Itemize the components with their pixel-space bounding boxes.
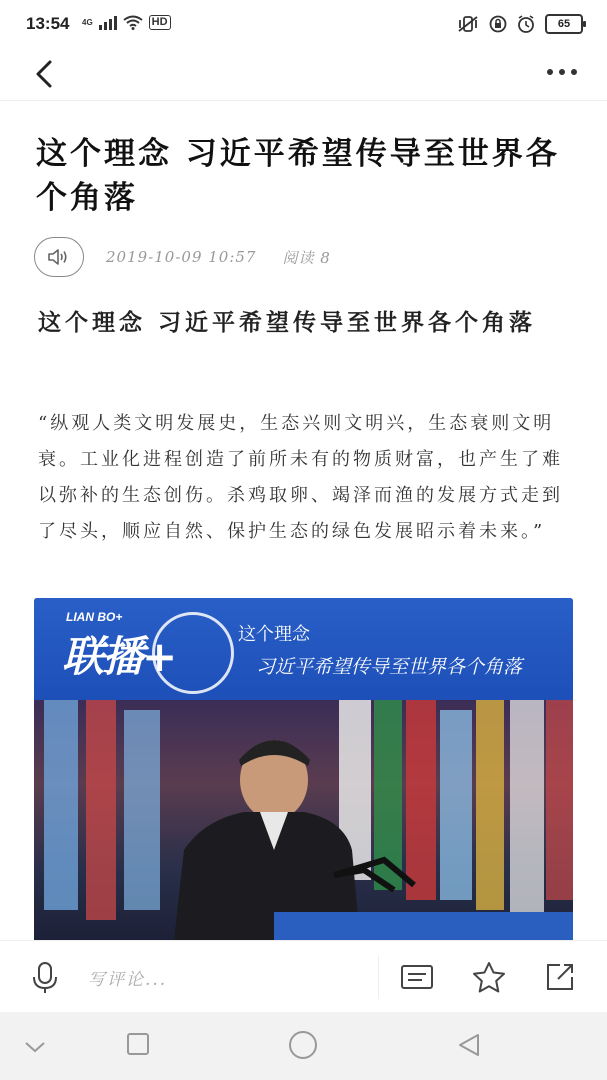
recent-apps-icon[interactable] — [126, 1032, 150, 1056]
share-icon[interactable] — [544, 961, 576, 993]
logo-ring — [152, 612, 234, 694]
article-hero-image[interactable] — [34, 598, 573, 940]
comments-icon[interactable] — [400, 963, 434, 993]
top-nav-bar — [0, 50, 607, 101]
status-icons-left — [82, 15, 171, 30]
audio-play-button[interactable] — [34, 237, 84, 277]
system-navigation-bar — [0, 1012, 607, 1080]
comment-bar — [0, 940, 607, 1013]
news-photo — [34, 700, 573, 940]
article-title: 这个理念 习近平希望传导至世界各个角落 — [36, 136, 560, 216]
status-icons-right — [457, 14, 583, 34]
network-label: 4G — [82, 18, 93, 27]
alarm-icon — [517, 15, 535, 33]
microphone-icon[interactable] — [30, 961, 60, 995]
favorite-star-icon[interactable] — [472, 961, 506, 993]
wifi-icon — [123, 15, 143, 30]
banner-headline-1: 这个理念 — [238, 624, 310, 645]
more-options-button[interactable] — [545, 62, 579, 82]
hd-label: HD — [149, 15, 171, 30]
article-subtitle: 这个理念 习近平希望传导至世界各个角落 — [38, 309, 537, 336]
article-body: “纵观人类文明发展史，生态兴则文明兴，生态衰则文明衰。工业化进程创造了前所未有的物质财富，也产生了难以弥补的生态创伤。杀鸡取卵、竭泽而渔的发展方式走到了尽头，顺应自然、保护生态的绿色发展昭示着未来。” — [38, 413, 563, 542]
article-meta — [34, 236, 331, 278]
lock-rotation-icon — [489, 15, 507, 33]
status-bar — [0, 0, 607, 50]
speaker-icon — [46, 247, 72, 267]
home-icon[interactable] — [288, 1030, 318, 1060]
publish-date: 2019-10-09 10:57 — [106, 248, 257, 266]
comment-input[interactable]: 写评论... — [72, 955, 379, 999]
lianbo-logo-small: LIAN BO+ — [66, 610, 123, 624]
battery-indicator: 65 — [545, 14, 583, 34]
hero-banner — [34, 598, 573, 700]
read-count: 阅读 8 — [282, 248, 331, 267]
back-triangle-icon[interactable] — [456, 1032, 482, 1058]
back-button[interactable] — [30, 56, 60, 92]
status-time: 13:54 — [26, 14, 70, 33]
signal-icon — [99, 16, 117, 30]
photo-illustration — [34, 700, 573, 940]
banner-headline-2: 习近平希望传导至世界各个角落 — [256, 656, 523, 678]
vibrate-icon — [457, 16, 479, 32]
lianbo-logo: 联播+ — [62, 632, 176, 681]
hide-keyboard-chevron-icon[interactable] — [24, 1040, 46, 1054]
